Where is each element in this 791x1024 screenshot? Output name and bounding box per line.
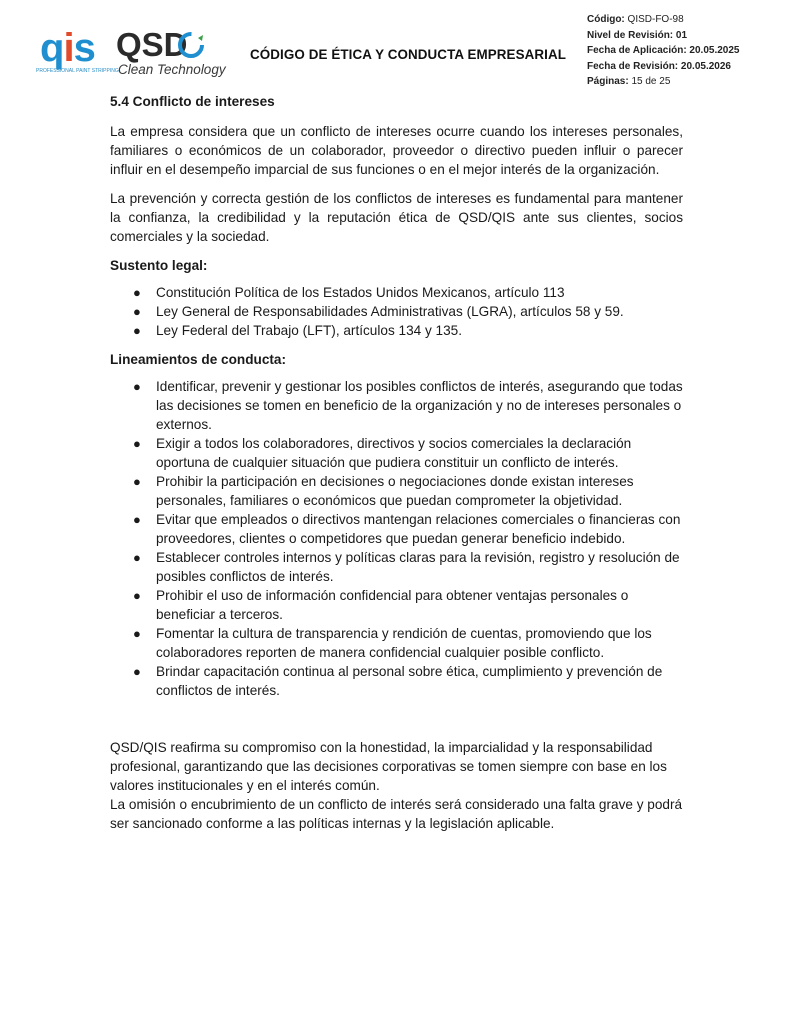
meta-application-date: Fecha de Aplicación: 20.05.2025 xyxy=(587,45,740,56)
qsd-logo: QSD Clean Technology xyxy=(116,26,226,77)
closing-sanction: La omisión o encubrimiento de un conflicto de interés será considerado una falta grave y podrá ser sancionado conforme a las políticas internas y la legislación aplicable. xyxy=(110,797,683,831)
conduct-guidelines-list xyxy=(110,377,683,700)
list-item: ● Ley General de Responsabilidades Administrativas (LGRA), artículos 58 y 59. xyxy=(133,304,624,319)
list-item: ● Evitar que empleados o directivos mantengan relaciones comerciales o financieras con proveedores, clientes o competidores que puedan generar beneficio indebido. xyxy=(133,512,681,546)
list-item: ● Fomentar la cultura de transparencia y rendición de cuentas, promoviendo que los colaboradores reporten de manera confidencial cualquier posible conflicto. xyxy=(133,626,652,660)
document-title: CÓDIGO DE ÉTICA Y CONDUCTA EMPRESARIAL xyxy=(250,47,567,62)
qsd-logo-ring-icon xyxy=(176,30,206,60)
list-item: ● Establecer controles internos y políticas claras para la revisión, registro y resolución de posibles conflictos de interés. xyxy=(133,550,680,584)
meta-pages: Páginas: 15 de 25 xyxy=(587,76,671,87)
list-item: ● Exigir a todos los colaboradores, directivos y socios comerciales la declaración oportuna de cualquier situación que pudiera constituir un conflicto de interés. xyxy=(133,436,632,470)
meta-revision-level: Nivel de Revisión: 01 xyxy=(587,29,688,41)
paragraph-definition: La empresa considera que un conflicto de intereses ocurre cuando los intereses personales, familiares o económicos de un colaborador, proveedor o directivo pueden influir o parecer influir en el desempeño imparcial de sus funciones o en el mejor interés de la organización. xyxy=(110,124,683,177)
legal-basis-list xyxy=(110,283,683,340)
document-metadata xyxy=(587,12,739,90)
legal-basis-title: Sustento legal: xyxy=(110,258,208,273)
list-item: ● Brindar capacitación continua al personal sobre ética, cumplimiento y prevención de conflictos de interés. xyxy=(133,664,663,698)
conduct-guidelines-title: Lineamientos de conducta: xyxy=(110,352,286,367)
list-item: ● Prohibir la participación en decisiones o negociaciones donde existan intereses personales, familiares o económicos que puedan comprometer la objetividad. xyxy=(133,474,634,508)
page-header xyxy=(0,0,791,95)
section-title: 5.4 Conflicto de intereses xyxy=(110,94,275,109)
meta-revision-date: Fecha de Revisión: 20.05.2026 xyxy=(587,60,731,72)
list-item: ● Constitución Política de los Estados Unidos Mexicanos, artículo 113 xyxy=(133,285,565,300)
closing-commitment: QSD/QIS reafirma su compromiso con la honestidad, la imparcialidad y la responsabilidad profesional, garantizando que las decisiones corporativas se tomen siempre con base en los valores institucionales y en el interés común. xyxy=(110,740,667,793)
paragraph-prevention: La prevención y correcta gestión de los conflictos de intereses es fundamental para mantener la confianza, la credibilidad y la reputación ética de QSD/QIS ante sus clientes, socios comerciales y la sociedad. xyxy=(110,191,683,244)
meta-code: Código: QISD-FO-98 xyxy=(587,14,684,25)
list-item: ● Identificar, prevenir y gestionar los posibles conflictos de interés, asegurando que todas las decisiones se tomen en beneficio de la organización y no de intereses personales o externos. xyxy=(133,379,683,432)
qsd-logo-tagline: Clean Technology xyxy=(118,62,226,77)
list-item: ● Prohibir el uso de información confidencial para obtener ventajas personales o beneficiar a terceros. xyxy=(133,588,629,622)
list-item: ● Ley Federal del Trabajo (LFT), artículos 134 y 135. xyxy=(133,323,463,338)
document-body xyxy=(110,92,683,833)
qis-logo: qis PROFESSIONAL PAINT STRIPPING xyxy=(36,26,119,74)
qis-logo-tagline: PROFESSIONAL PAINT STRIPPING xyxy=(36,68,119,74)
